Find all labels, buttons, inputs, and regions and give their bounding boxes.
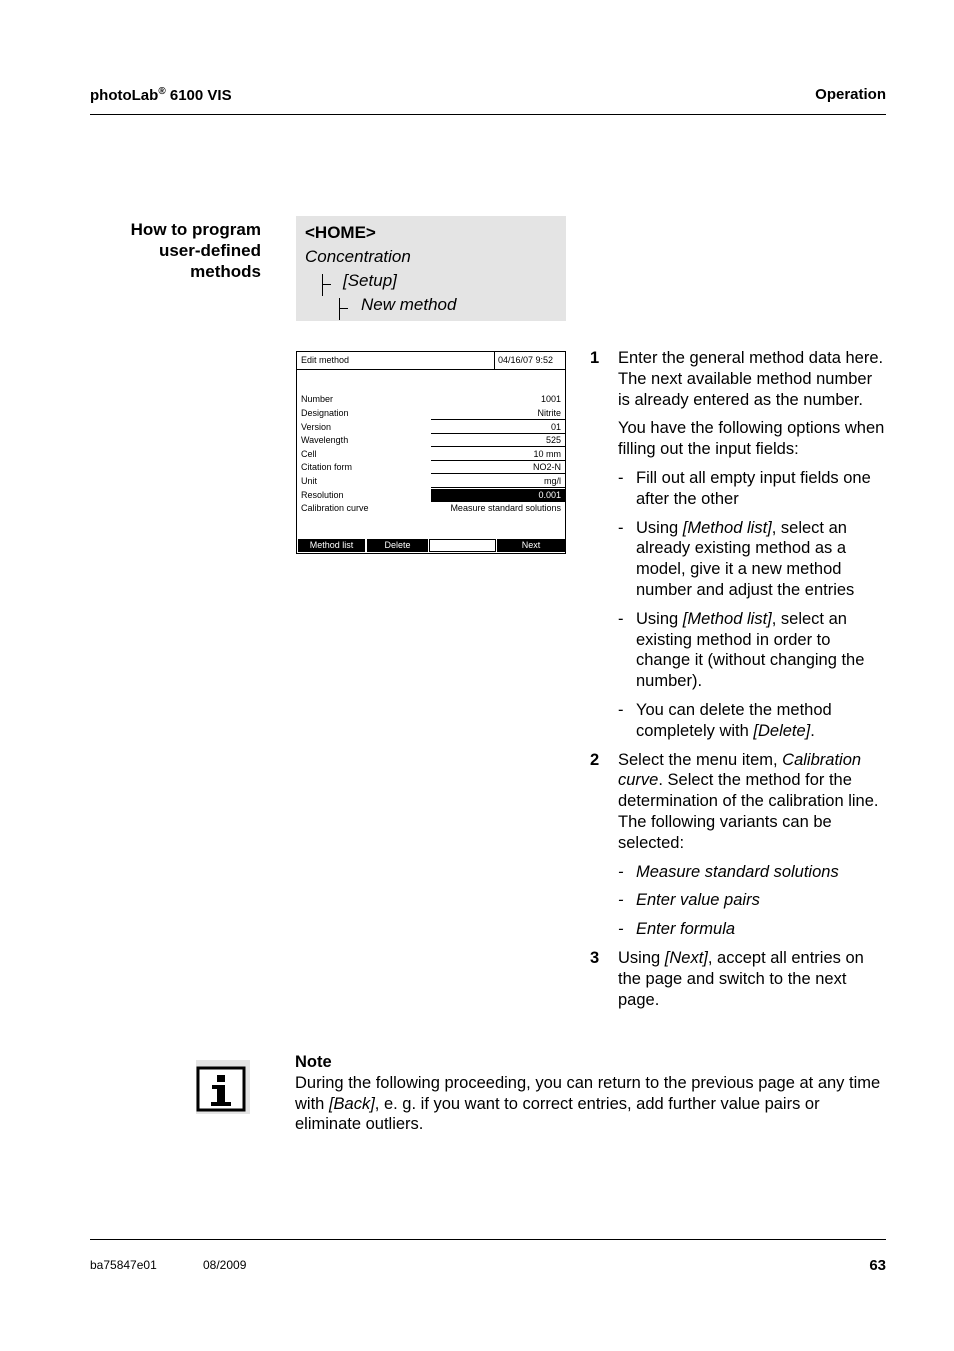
method-list-ref: [Method list] [682, 518, 772, 537]
header-product-title [90, 86, 232, 104]
option-text: Using [636, 518, 683, 537]
field-citation-form[interactable] [297, 461, 565, 475]
nav-new-method: New method [361, 295, 457, 314]
method-list-ref: [Method list] [682, 609, 772, 628]
option-item [618, 700, 886, 742]
footer-doc-id: ba75847e01 [90, 1258, 157, 1272]
step-text-part: Select the menu item, [618, 750, 783, 769]
step-1 [590, 348, 886, 742]
navigation-path-box [296, 216, 566, 321]
empty-softkey[interactable] [429, 539, 496, 552]
field-label: Resolution [301, 490, 344, 500]
product-model: 6100 VIS [165, 87, 232, 104]
header-rule [90, 114, 886, 115]
device-screen [296, 351, 566, 554]
field-value: 01 [431, 421, 565, 434]
side-heading [90, 219, 261, 282]
note-text-part: , e. g. if you want to correct entries, add further value pairs or eliminate outliers. [295, 1094, 820, 1134]
step-text-part: . Select the method for the determination of the calibration line. The following variants can be selected: [618, 771, 879, 852]
step-number: 1 [590, 349, 600, 367]
field-label: Number [301, 394, 334, 404]
step-text: Enter the general method data here. The next available method number is already entered as the number. [618, 349, 884, 409]
variant-item: - Enter formula [618, 919, 886, 940]
footer-date: 08/2009 [203, 1258, 247, 1272]
field-value: mg/l [431, 475, 565, 488]
field-label: Wavelength [301, 435, 349, 445]
field-value: NO2-N [431, 461, 565, 474]
step-options-intro: You have the following options when filling out the input fields: [618, 419, 885, 459]
option-text: , select an already existing method as a model, give it a new method number and adjust the entries [636, 518, 855, 599]
screen-divider [297, 369, 565, 370]
tree-branch-icon [339, 298, 349, 320]
field-designation[interactable] [297, 407, 565, 421]
registered-mark: ® [158, 86, 166, 97]
field-label: Version [301, 422, 332, 432]
screen-datetime: 04/16/07 9:52 [494, 352, 566, 369]
field-value: 1001 [540, 394, 561, 404]
field-label: Cell [301, 449, 317, 459]
header-section: Operation [815, 86, 886, 103]
page-number: 63 [869, 1257, 886, 1274]
variant-item: - Enter value pairs [618, 890, 886, 911]
instruction-steps [590, 348, 886, 1018]
nav-setup: [Setup] [343, 271, 397, 290]
field-value: 525 [431, 434, 565, 447]
variant-item: - Measure standard solutions [618, 862, 886, 883]
field-version[interactable] [297, 421, 565, 435]
side-heading-line: methods [190, 262, 261, 281]
field-label: Designation [301, 408, 349, 418]
step-3 [590, 948, 886, 1010]
info-icon [196, 1060, 250, 1114]
field-label: Unit [301, 476, 318, 486]
product-name: photoLab [90, 87, 159, 104]
field-value: Measure standard solutions [450, 503, 561, 513]
step-text-part: , accept all entries on the page and switch to the next page. [618, 948, 864, 1009]
note-text [295, 1073, 887, 1135]
delete-button[interactable]: Delete [367, 539, 428, 552]
step-text [618, 948, 886, 1010]
step-number: 2 [590, 750, 600, 769]
option-text: You can delete the method completely with [636, 700, 832, 740]
field-label: Citation form [301, 462, 353, 472]
screen-title: Edit method [301, 355, 350, 365]
field-unit[interactable] [297, 475, 565, 489]
calibration-curve-ref: Calibration curve [618, 750, 862, 790]
option-text: . [810, 721, 815, 740]
back-ref: [Back] [328, 1094, 375, 1113]
field-calibration-curve[interactable] [297, 502, 565, 516]
field-value: 10 mm [431, 448, 565, 461]
note-heading: Note [295, 1053, 332, 1071]
step-number: 3 [590, 948, 600, 967]
option-item [618, 609, 886, 692]
option-text: , select an existing method in order to change it (without changing the number). [636, 609, 865, 691]
field-resolution[interactable] [297, 489, 565, 503]
nav-home: <HOME> [305, 223, 376, 242]
note-text-part: During the following proceeding, you can return to the previous page at any time with [295, 1073, 881, 1113]
step-text [618, 750, 886, 854]
step-2 [590, 750, 886, 940]
option-text: Using [636, 609, 683, 628]
side-heading-line: How to program [130, 220, 261, 239]
side-heading-line: user-defined [158, 241, 261, 260]
step-text-part: Using [618, 948, 665, 967]
field-wavelength[interactable] [297, 434, 565, 448]
nav-concentration: Concentration [305, 247, 411, 266]
delete-ref: [Delete] [753, 721, 811, 740]
footer-rule [90, 1239, 886, 1240]
option-item: - Fill out all empty input fields one after the other [618, 468, 886, 510]
note-block [295, 1052, 887, 1135]
field-value-selected: 0.001 [431, 489, 565, 502]
field-cell[interactable] [297, 448, 565, 462]
next-ref: [Next] [664, 948, 708, 967]
tree-branch-icon [322, 274, 332, 296]
field-label: Calibration curve [301, 503, 369, 513]
field-value: Nitrite [431, 407, 565, 420]
next-button[interactable]: Next [497, 539, 565, 552]
option-item [618, 518, 886, 601]
method-list-button[interactable]: Method list [298, 539, 365, 552]
field-number[interactable] [297, 393, 565, 407]
